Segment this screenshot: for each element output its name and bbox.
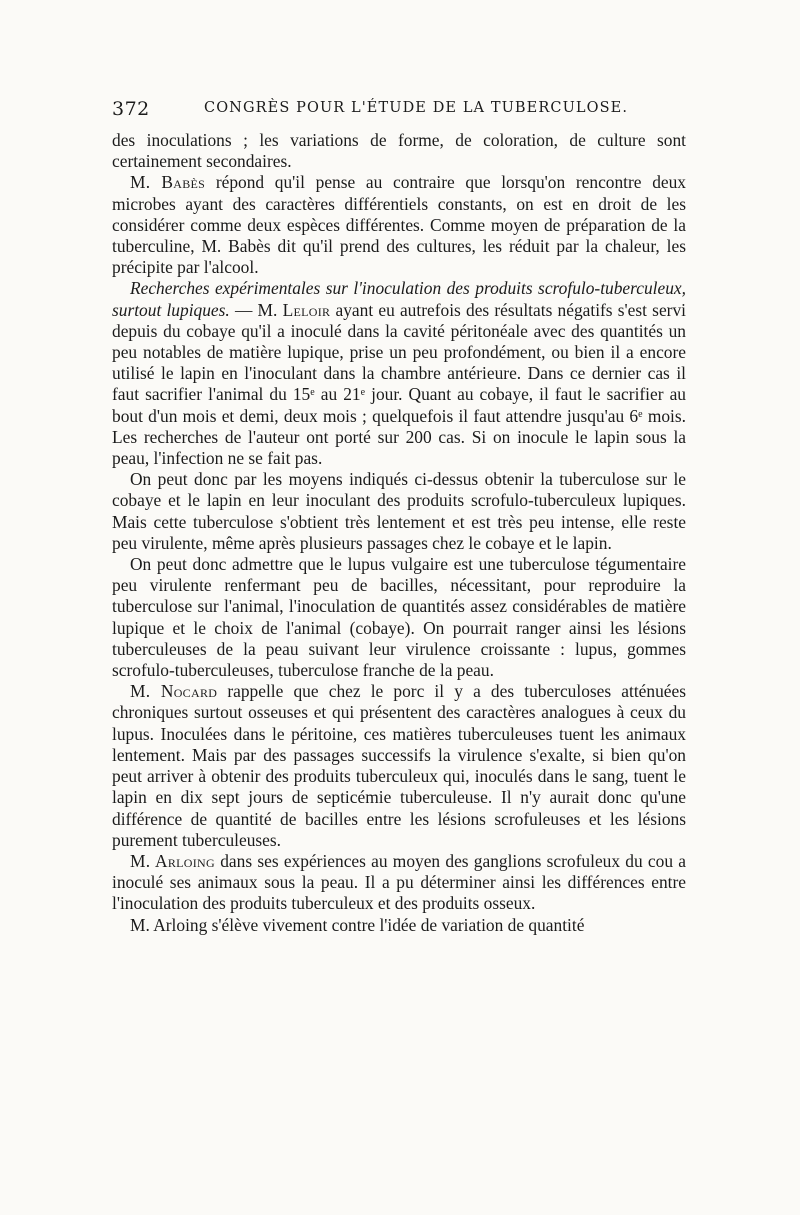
dash-separator: — M. (229, 299, 283, 320)
paragraph-text: On peut donc par les moyens indiqués ci-dessus obtenir la tuberculose sur le cobaye et le lapin en leur inoculant des produits scrofulo-tuberculeux lupiques. Mais cette tuberculose s'obtient très lentement et est très peu intense, elle reste peu virulente, même après plusieurs passages chez le cobaye et le lapin. (112, 469, 686, 553)
ordinal-superscript: e (638, 408, 643, 420)
paragraph (112, 915, 686, 936)
paragraph (112, 469, 686, 554)
speaker-name: Leloir (282, 299, 331, 320)
paragraph-text: rappelle que chez le porc il y a des tuberculoses atténuées chroniques surtout osseuses et qui présentent des caractères analogues à ceux du lupus. Inoculées dans le péritoine, ces matières tuberculeuses tuent les animaux lentement. Mais par des passages successifs la virulence s'exalte, si bien qu'on peut arriver à obtenir des produits tuberculeux qui, inoculés dans le sang, tuent le lapin en dix sept jours de septicémie tuberculeuse. Il n'y aurait donc qu'une différence de quantité de bacilles entre les lésions scrofuleuses et les lésions purement tuberculeuses. (112, 681, 686, 850)
paragraph-text: dans ses expériences au moyen des ganglions scrofuleux du cou a inoculé ses animaux sous la peau. Il a pu déterminer ainsi les différences entre l'inoculation des produits tuberculeux et des produits osseux. (112, 850, 686, 914)
paragraph (112, 172, 686, 278)
speaker-name: M. Arloing (130, 850, 215, 871)
running-title: CONGRÈS POUR L'ÉTUDE DE LA TUBERCULOSE. (204, 100, 629, 116)
ordinal-superscript: e (360, 387, 366, 399)
paragraph-text: répond qu'il pense au contraire que lorsqu'on rencontre deux microbes ayant des caractères différentiels constants, on est en droit de les considérer comme deux espèces différentes. Comme moyen de préparation de la tuberculine, M. Babès dit qu'il prend des cultures, les réduit par la chaleur, les précipite par l'alcool. (112, 172, 686, 278)
paragraph (112, 681, 686, 851)
paragraph (112, 130, 686, 172)
paragraph (112, 851, 686, 915)
page-number: 372 (112, 98, 150, 120)
paragraph-text: jour. Quant au cobaye, il faut le sacrifier au bout d'un mois et demi, deux mois ; quelquefois il faut attendre jusqu'au 6 (112, 384, 686, 426)
paragraph-text: ayant eu autrefois des résultats négatifs s'est servi depuis du cobaye qu'il a inoculé dans la cavité péritonéale avec des quantités un peu notables de matière lupique, prise un peu profondément, ou bien il a encore utilisé le lapin en l'inoculant dans la chambre antérieure. Dans ce dernier cas il faut sacrifier l'animal du 15 (112, 299, 686, 405)
page-header (112, 98, 686, 124)
speaker-name: M. Babès (130, 172, 206, 193)
paragraph-text: au 21 (314, 384, 361, 405)
speaker-name: M. Nocard (130, 681, 218, 702)
body-text (112, 130, 686, 936)
paragraph-text: On peut donc admettre que le lupus vulgaire est une tuberculose tégumentaire peu virulente renfermant peu de bacilles, nécessitant, pour reproduire la tuberculose sur l'animal, l'inoculation de quantités assez considérables de matière lupique et le choix de l'animal (cobaye). On pourrait ranger ainsi les lésions tuberculeuses de la peau suivant leur virulence croissante : lupus, gommes scrofulo-tuberculeuses, tuberculose franche de la peau. (112, 554, 686, 681)
paragraph (112, 278, 686, 469)
document-page (112, 98, 686, 1198)
ordinal-superscript: e (310, 387, 315, 399)
paragraph-text: des inoculations ; les variations de forme, de coloration, de culture sont certainement secondaires. (112, 130, 686, 172)
paragraph (112, 554, 686, 681)
paragraph-text: mois. Les recherches de l'auteur ont porté sur 200 cas. Si on inocule le lapin sous la peau, l'infection ne se fait pas. (112, 405, 686, 469)
paragraph-text: M. Arloing s'élève vivement contre l'idée de variation de quantité (130, 914, 585, 935)
section-title: Recherches expérimentales sur l'inoculation des produits scrofulo-tuberculeux, surtout lupiques. (112, 278, 686, 320)
